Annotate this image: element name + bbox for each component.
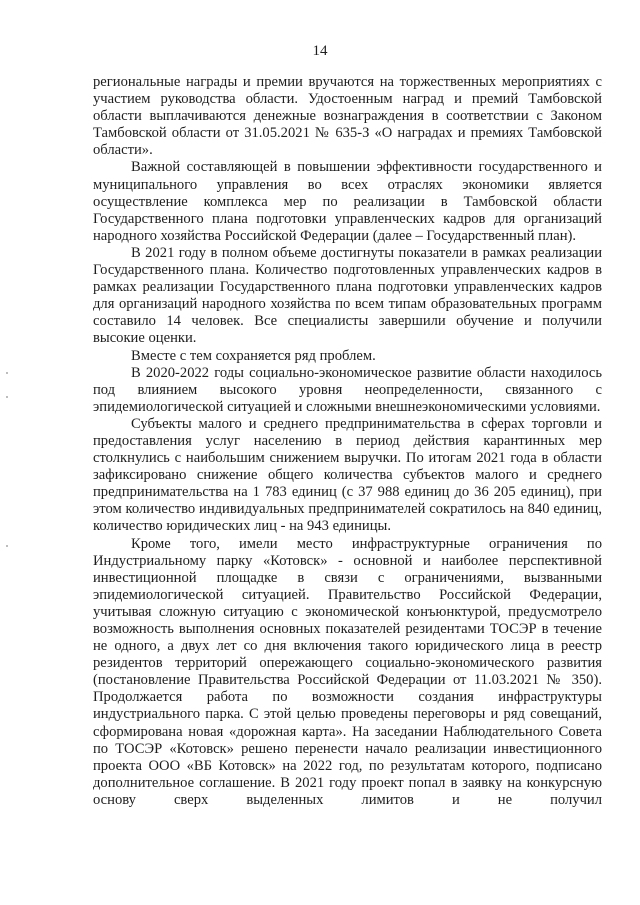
paragraph-uncertainty: В 2020-2022 годы социально-экономическое развитие области находилось под влиянием высокого уровня неопределенности, связанного с эпидемиологической ситуацией и сложными внешнеэкономическими условиями.	[93, 364, 602, 415]
scan-margin-mark	[6, 396, 8, 398]
paragraph-small-business: Субъекты малого и среднего предпринимательства в сферах торговли и предоставления услуг населению в период действия карантинных мер столкнулись с наибольшим снижением выручки. По итогам 2021 года в области зафиксировано снижение общего количества субъектов малого и среднего предпринимательства на 1 783 единиц (с 37 988 единиц до 36 205 единиц), при этом количество индивидуальных предпринимателей сократилось на 840 единиц, количество юридических лиц - на 943 единицы.	[93, 415, 602, 535]
paragraph-industrial-park: Кроме того, имели место инфраструктурные ограничения по Индустриальному парку «Котовск» - основной и наиболее перспективной инвестиционной площадке в связи с ограничениями, вызванными эпидемиологической ситуацией. Правительство Российской Федерации, учитывая сложную ситуацию с экономической конъюнктурой, предусмотрело возможность выполнения основных показателей резидентами ТОСЭР в течение не одного, а двух лет со дня включения такого юридического лица в реестр резидентов территорий опережающего социально-экономического развития (постановление Правительства Российской Федерации от 11.03.2021 № 350). Продолжается работа по возможности создания инфраструктуры индустриального парка. С этой целью проведены переговоры и ряд совещаний, сформирована новая «дорожная карта». На заседании Наблюдательного Совета по ТОСЭР «Котовск» решено перенести начало реализации инвестиционного проекта ООО «ВБ Котовск» на 2022 год, по результатам которого, подписано дополнительное соглашение. В 2021 году проект попал в заявку на конкурсную основу сверх выделенных лимитов и не получил	[93, 535, 602, 808]
document-body	[93, 74, 602, 809]
page-number: 14	[312, 43, 328, 59]
paragraph-problems: Вместе с тем сохраняется ряд проблем.	[131, 347, 376, 364]
paragraph-awards: региональные награды и премии вручаются на торжественных мероприятиях с участием руководства области. Удостоенным наград и премий Тамбовской области выплачиваются денежные вознаграждения в соответствии с Законом Тамбовской области от 31.05.2021 № 635-З «О наградах и премиях Тамбовской области».	[93, 74, 602, 159]
scan-margin-mark	[6, 372, 8, 374]
scan-margin-mark	[6, 545, 8, 547]
paragraph-state-plan: Важной составляющей в повышении эффективности государственного и муниципального управления во всех отраслях экономики является осуществление комплекса мер по реализации в Тамбовской области Государственного плана подготовки управленческих кадров для организаций народного хозяйства Российской Федерации (далее – Государственный план).	[93, 159, 602, 244]
paragraph-2021-results: В 2021 году в полном объеме достигнуты показатели в рамках реализации Государственного плана. Количество подготовленных управленческих кадров в рамках реализации Государственного плана подготовки управленческих кадров для организаций народного хозяйства по всем типам образовательных программ составило 14 человек. Все специалисты завершили обучение и получили высокие оценки.	[93, 244, 602, 347]
